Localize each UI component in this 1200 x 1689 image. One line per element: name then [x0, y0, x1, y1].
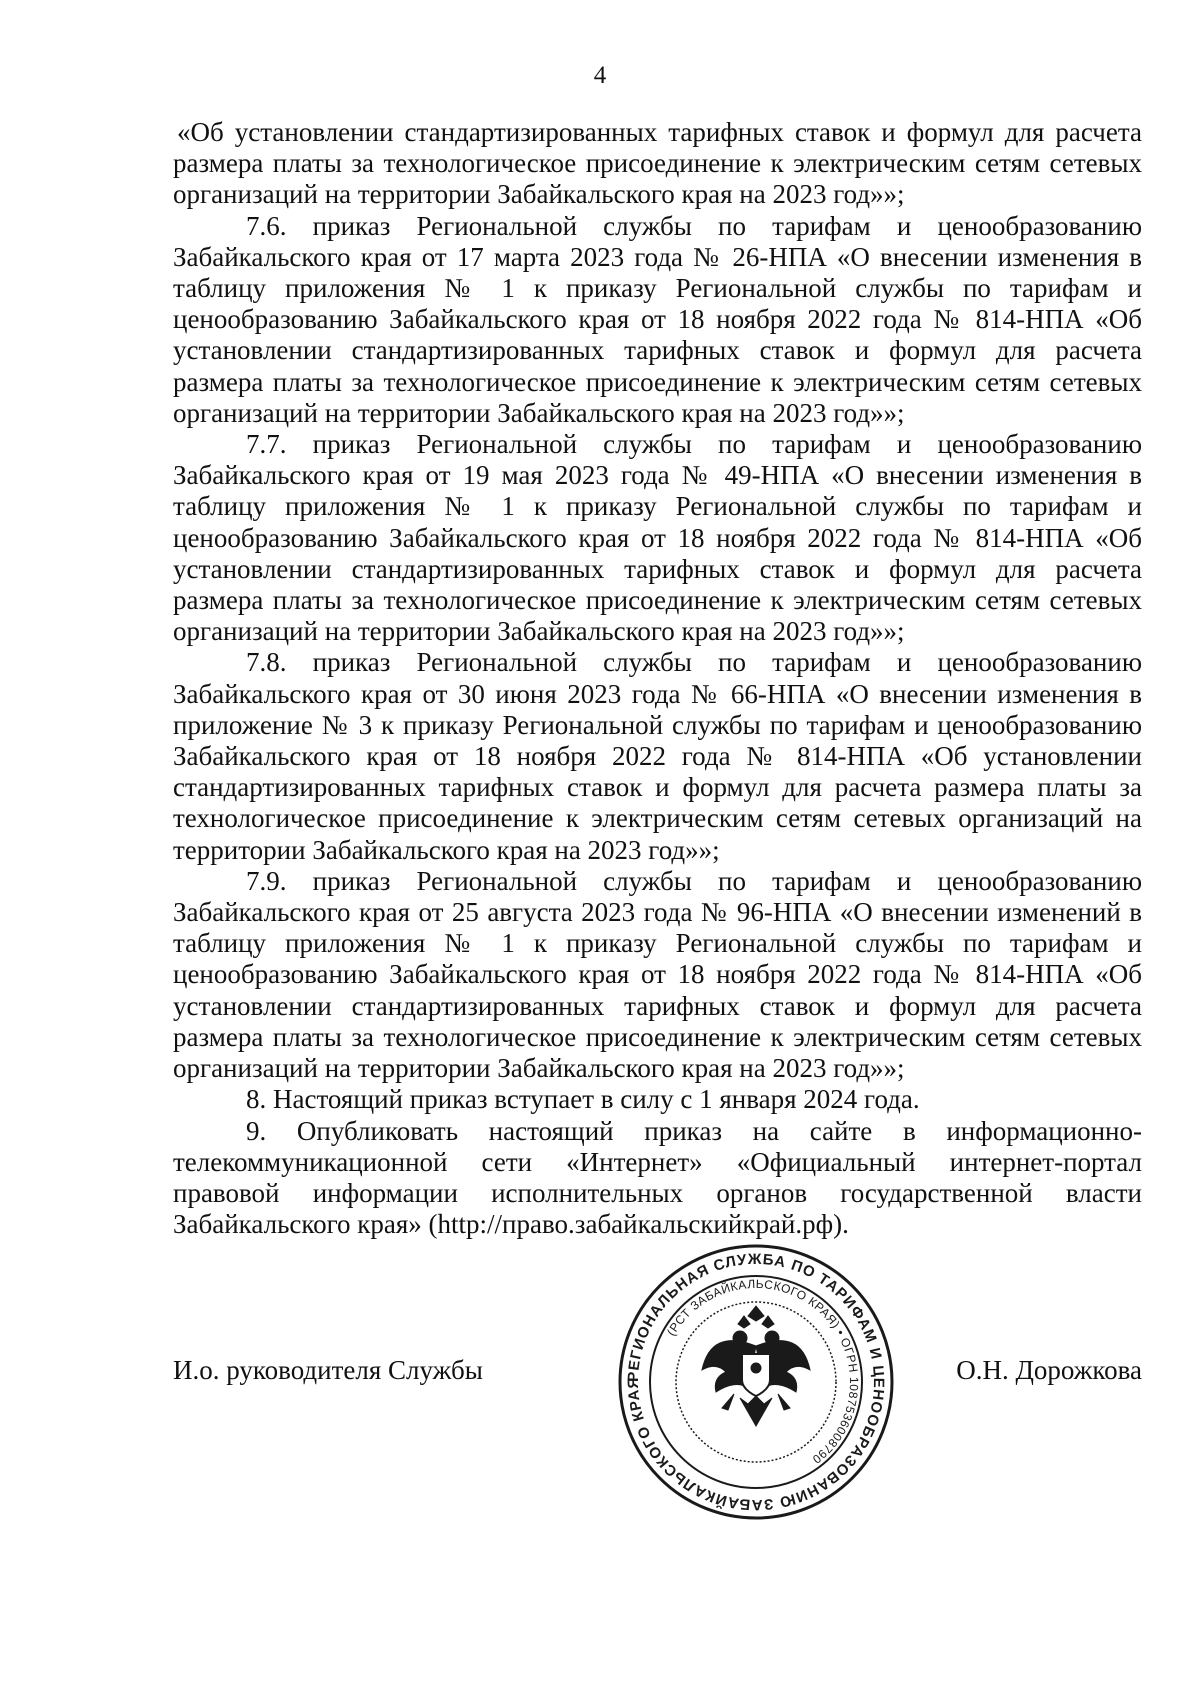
signatory-name: О.Н. Дорожкова — [956, 1355, 1142, 1385]
paragraph-continuation: «Об установлении стандартизированных тарифных ставок и формул для расчета размера платы за технологическое присоединение к электрическим сетям сетевых организаций на территории Забайкальского края на 2023 год»»; — [173, 117, 1142, 210]
signatory-position: И.о. руководителя Службы — [173, 1355, 483, 1385]
official-seal — [616, 1242, 896, 1522]
seal-inner-text: (РСТ ЗАБАЙКАЛЬСКОГО КРАЯ) • ОГРН 1087536008790 — [664, 1276, 862, 1467]
paragraph-7-8: 7.8. приказ Региональной службы по тарифам и ценообразованию Забайкальского края от 30 июня 2023 года № 66-НПА «О внесении изменения в приложение № 3 к приказу Региональной службы по тарифам и ценообразованию Забайкальского края от 18 ноября 2022 года № 814-НПА «Об установлении стандартизированных тарифных ставок и формул для расчета размера платы за технологическое присоединение к электрическим сетям сетевых организаций на территории Забайкальского края на 2023 год»»; — [173, 647, 1142, 865]
page-number: 4 — [593, 62, 607, 89]
paragraph-7-7: 7.7. приказ Региональной службы по тарифам и ценообразованию Забайкальского края от 19 мая 2023 года № 49-НПА «О внесении изменения в таблицу приложения № 1 к приказу Региональной службы по тарифам и ценообразованию Забайкальского края от 18 ноября 2022 года № 814-НПА «Об установлении стандартизированных тарифных ставок и формул для расчета размера платы за технологическое присоединение к электрическим сетям сетевых организаций на территории Забайкальского края на 2023 год»»; — [173, 429, 1142, 647]
seal-outer-text: РЕГИОНАЛЬНАЯ СЛУЖБА ПО ТАРИФАМ И ЦЕНООБРАЗОВАНИЮ ЗАБАЙКАЛЬСКОГО КРАЯ — [624, 1250, 888, 1514]
paragraph-7-6: 7.6. приказ Региональной службы по тарифам и ценообразованию Забайкальского края от 17 марта 2023 года № 26-НПА «О внесении изменения в таблицу приложения № 1 к приказу Региональной службы по тарифам и ценообразованию Забайкальского края от 18 ноября 2022 года № 814-НПА «Об установлении стандартизированных тарифных ставок и формул для расчета размера платы за технологическое присоединение к электрическим сетям сетевых организаций на территории Забайкальского края на 2023 год»»; — [173, 210, 1142, 428]
paragraph-9: 9. Опубликовать настоящий приказ на сайте в информационно-телекоммуникационной сети «Интернет» «Официальный интернет-портал правовой информации исполнительных органов государственной власти Забайкальского края» (http://право.забайкальскийкрай.рф). — [173, 1115, 1142, 1240]
coat-of-arms-eagle-icon — [702, 1306, 810, 1426]
paragraph-8: 8. Настоящий приказ вступает в силу с 1 января 2024 года. — [246, 1084, 920, 1115]
paragraph-7-9: 7.9. приказ Региональной службы по тарифам и ценообразованию Забайкальского края от 25 августа 2023 года № 96-НПА «О внесении изменений в таблицу приложения № 1 к приказу Региональной службы по тарифам и ценообразованию Забайкальского края от 18 ноября 2022 года № 814-НПА «Об установлении стандартизированных тарифных ставок и формул для расчета размера платы за технологическое присоединение к электрическим сетям сетевых организаций на территории Забайкальского края на 2023 год»»; — [173, 865, 1142, 1084]
document-body — [173, 117, 1142, 1240]
